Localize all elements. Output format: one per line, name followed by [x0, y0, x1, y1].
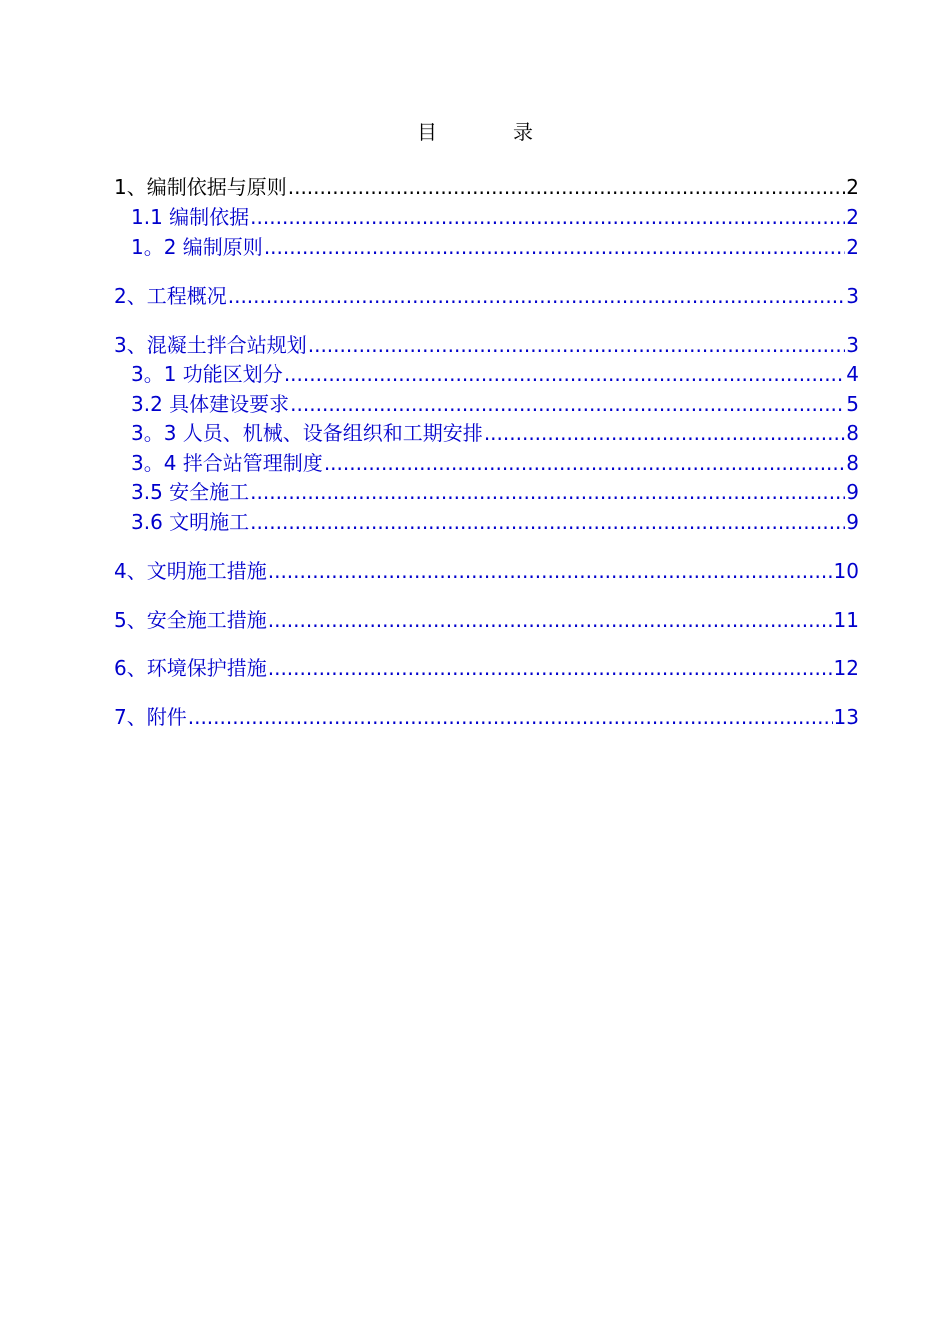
- toc-leader-dots: [284, 362, 845, 386]
- toc-entry-3-4[interactable]: [131, 448, 859, 478]
- toc-leader-dots: [250, 510, 845, 534]
- toc-entry-text: 3.5 安全施工: [131, 480, 250, 504]
- toc-leader-dots: [188, 705, 833, 729]
- toc-entry-text: 3.2 具体建设要求: [131, 392, 290, 416]
- toc-page-number: 2: [846, 175, 859, 199]
- toc-page-number: 10: [833, 559, 859, 583]
- toc-leader-dots: [288, 175, 846, 199]
- toc-entry-text: 1.1 编制依据: [131, 205, 250, 229]
- toc-leader-dots: [228, 284, 846, 308]
- toc-entry-text: 6、环境保护措施: [114, 656, 267, 680]
- toc-page-number: 13: [833, 705, 859, 729]
- toc-leader-dots: [264, 235, 845, 259]
- toc-entry-text: 1、编制依据与原则: [114, 175, 287, 199]
- toc-page-number: 11: [833, 608, 859, 632]
- toc-leader-dots: [268, 608, 833, 632]
- toc-page-number: 8: [846, 421, 859, 445]
- toc-entry-text: 3。4 拌合站管理制度: [131, 451, 323, 475]
- toc-page-number: 2: [846, 235, 859, 259]
- toc-entry-2[interactable]: [114, 281, 859, 311]
- toc-entry-1[interactable]: [114, 172, 859, 202]
- toc-page-number: 9: [846, 480, 859, 504]
- toc-leader-dots: [268, 656, 833, 680]
- toc-page-number: 3: [846, 333, 859, 357]
- toc-entry-1-2[interactable]: [131, 232, 859, 262]
- toc-entry-text: 2、工程概况: [114, 284, 227, 308]
- toc-page-number: 9: [846, 510, 859, 534]
- toc-page-number: 12: [833, 656, 859, 680]
- toc-leader-dots: [290, 392, 845, 416]
- toc-entry-text: 4、文明施工措施: [114, 559, 267, 583]
- toc-entry-text: 3.6 文明施工: [131, 510, 250, 534]
- toc-page-number: 2: [846, 205, 859, 229]
- toc-page-number: 8: [846, 451, 859, 475]
- toc-entry-text: 1。2 编制原则: [131, 235, 263, 259]
- toc-page-number: 4: [846, 362, 859, 386]
- toc-entry-3-1[interactable]: [131, 359, 859, 389]
- toc-entry-7[interactable]: [114, 702, 859, 732]
- toc-entry-text: 5、安全施工措施: [114, 608, 267, 632]
- toc-page-number: 5: [846, 392, 859, 416]
- toc-entry-3[interactable]: [114, 330, 859, 360]
- toc-entry-4[interactable]: [114, 556, 859, 586]
- toc-leader-dots: [268, 559, 833, 583]
- toc-entry-5[interactable]: [114, 605, 859, 635]
- toc-leader-dots: [324, 451, 845, 475]
- toc-page-number: 3: [846, 284, 859, 308]
- toc-entry-text: 3、混凝土拌合站规划: [114, 333, 307, 357]
- page-title: 目 录: [417, 120, 561, 144]
- toc-entry-3-5[interactable]: [131, 477, 859, 507]
- toc-entry-6[interactable]: [114, 653, 859, 683]
- toc-leader-dots: [250, 480, 845, 504]
- toc-entry-3-2[interactable]: [131, 389, 859, 419]
- toc-leader-dots: [250, 205, 845, 229]
- toc-entry-text: 7、附件: [114, 705, 187, 729]
- toc-entry-text: 3。1 功能区划分: [131, 362, 283, 386]
- toc-entry-1-1[interactable]: [131, 202, 859, 232]
- toc-entry-3-6[interactable]: [131, 507, 859, 537]
- toc-entry-text: 3。3 人员、机械、设备组织和工期安排: [131, 421, 483, 445]
- toc-entry-3-3[interactable]: [131, 418, 859, 448]
- toc-leader-dots: [484, 421, 845, 445]
- toc-leader-dots: [308, 333, 846, 357]
